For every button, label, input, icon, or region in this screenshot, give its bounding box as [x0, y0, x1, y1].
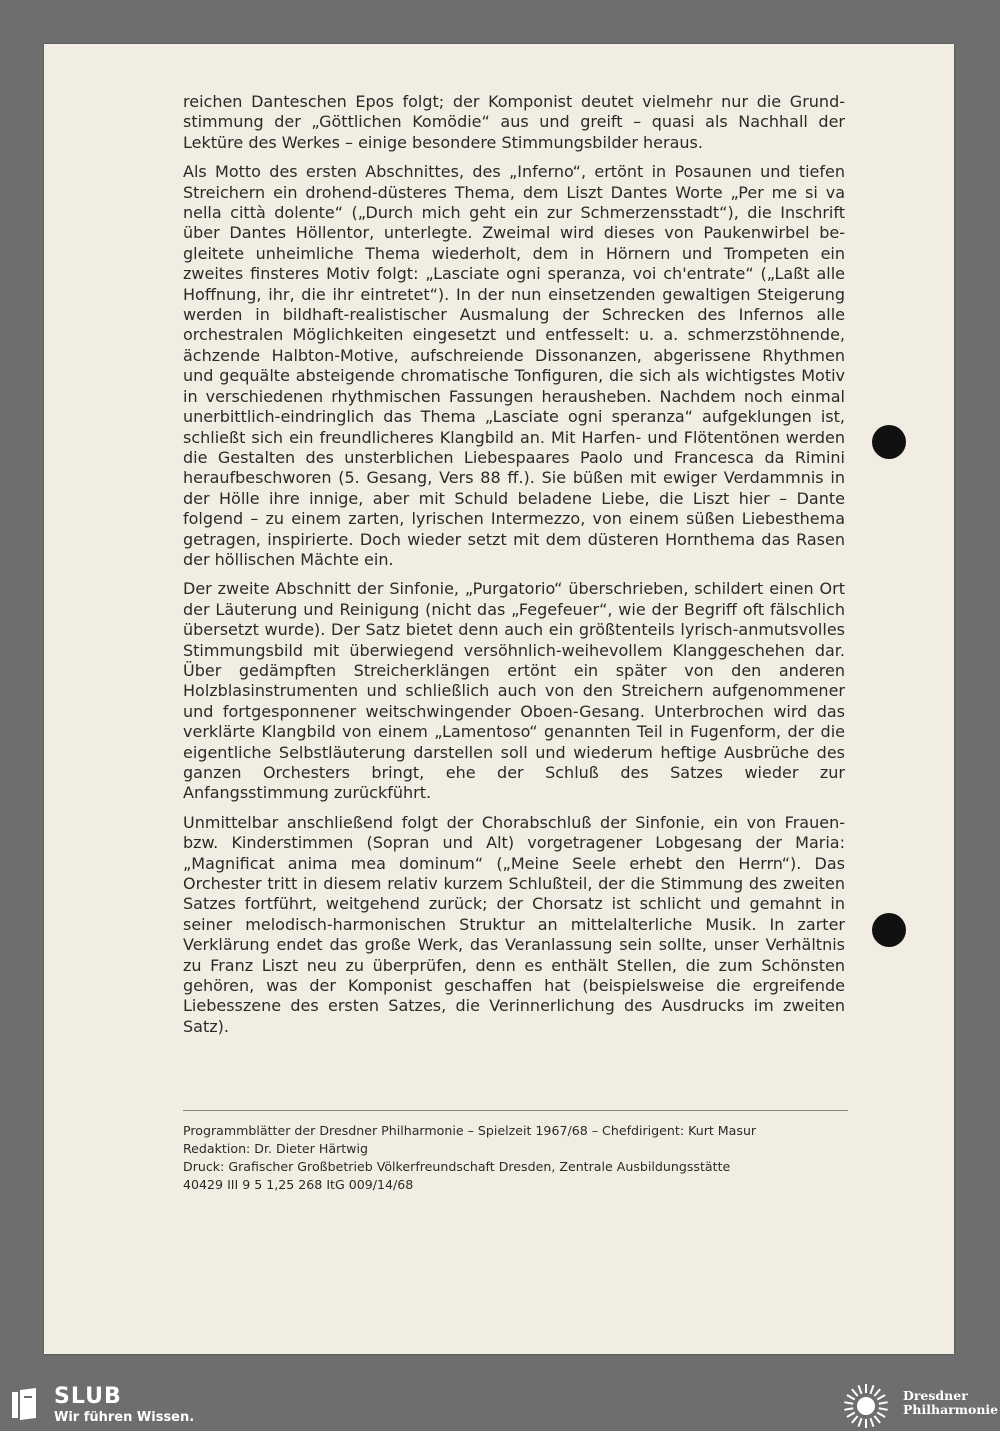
viewer-footer-bar: [0, 1380, 1000, 1431]
paragraph-intro: reichen Danteschen Epos folgt; der Komponist deutet vielmehr nur die Grundstimmung der „Göttlichen Komödie“ aus und greift – quasi als Nachhall der Lektüre des Werkes – einige besondere Stimmungsbilder heraus.: [183, 92, 845, 152]
partner-name[interactable]: [903, 1389, 998, 1417]
partner-name-line2: Philharmonie: [903, 1402, 999, 1417]
colophon-editor: Redaktion: Dr. Dieter Härtwig: [183, 1141, 368, 1156]
partner-name-line1: Dresdner: [903, 1388, 968, 1403]
slub-logo-icon: [12, 1388, 40, 1420]
paragraph-magnificat: Unmittelbar anschließend folgt der Chorabschluß der Sinfonie, ein von Frauen- bzw. Kinderstimmen (Sopran und Alt) vorgetragener Lobgesang der Maria: „Magnificat anima mea dominum“ („Meine Seele erhebt den Herrn“). Das Orchester tritt in diesem relativ kurzem Schlußteil, der die Stimmung des zweiten Satzes fortführt, weitgehend zurück; der Chorsatz ist schlicht und gemahnt in seiner melodisch-harmonischen Struktur an mittelalterliche Musik. In zarter Verklärung endet das große Werk, das Veranlassung sein sollte, unser Verhältnis zu Franz Liszt neu zu überprüfen, denn es enthält Stellen, die zum Schönsten gehören, was der Komponist geschaffen hat (beispielsweise die ergreifende Liebesszene des ersten Satzes, die Verinnerlichung des Ausdrucks im zweiten Satz).: [183, 812, 845, 1036]
colophon-publication: Programmblätter der Dresdner Philharmonie – Spielzeit 1967/68 – Chefdirigent: Kurt Masur: [183, 1123, 757, 1138]
footer-divider: [183, 1110, 848, 1111]
punch-hole-lower: [872, 913, 906, 947]
slub-tagline: Wir führen Wissen.: [54, 1410, 195, 1425]
colophon-printer: Druck: Grafischer Großbetrieb Völkerfreundschaft Dresden, Zentrale Ausbildungsstätte: [183, 1159, 731, 1174]
paragraph-purgatorio: Der zweite Abschnitt der Sinfonie, „Purgatorio“ überschrieben, schildert einen Ort der Läuterung und Reinigung (nicht das „Fegefeuer“, wie der Begriff oft fälschlich übersetzt wurde). Der Satz bietet denn auch ein größtenteils lyrisch-anmutsvolles Stimmungsbild mit überwiegend versöhnlich-weihevollem Klanggeschehen dar. Über gedämpften Streicherklängen ertönt ein später von den anderen Holzblasinstrumenten und schließlich auch von den Streichern aufgenommener und fortgesponnener weitschwingender Oboen-Gesang. Unterbrochen wird das verklärte Klangbild von einem „Lamentoso“ genannten Teil in Fugenform, der die eigentliche Selbstläuterung darstellen soll und wiederum heftige Ausbrüche des ganzen Orchesters bringt, ehe der Schluß des Satzes wieder zur Anfangsstimmung zurückführt.: [183, 579, 845, 803]
punch-hole-upper: [872, 425, 906, 459]
colophon: [183, 1122, 873, 1194]
body-text: [183, 92, 845, 1046]
paragraph-inferno: Als Motto des ersten Abschnittes, des „Inferno“, ertönt in Posaunen und tiefen Streichern ein drohend-düsteres Thema, dem Liszt Dantes Worte „Per me si va nella città dolente“ („Durch mich geht ein zur Schmerzensstadt“), die Inschrift über Dantes Höllentor, unterlegte. Zweimal wird dieses von Paukenwirbel begleitete unheimliche Thema wiederholt, dem in Hörnern und Trompeten ein zweites finsteres Motiv folgt: „Lasciate ogni speranza, voi ch'entrate“ („Laßt alle Hoffnung, ihr, die ihr eintretet“). In der nun einsetzenden gewaltigen Steigerung werden in bildhaft-realistischer Ausmalung der Schrecken des Infernos alle orchestralen Möglichkeiten eingesetzt und entfesselt: u. a. schmerzstöhnende, ächzende Halbton-Motive, aufschreiende Dissonanzen, abgerissene Rhythmen und gequälte absteigende chromatische Tonfiguren, die sich als wichtigstes Motiv in verschiedenen rhythmischen Fassungen herausheben. Nachdem noch einmal unerbittlich-eindringlich das Thema „Lasciate ogni speranza“ aufgeklungen ist, schließt sich ein freundlicheres Klangbild an. Mit Harfen- und Flötentönen werden die Gestalten des unsterblichen Liebespaares Paolo und Francesca da Rimini heraufbeschworen (5. Gesang, Vers 88 ff.). Sie büßen mit ewiger Verdammnis in der Hölle ihre innige, aber mit Schuld beladene Liebe, die Liszt hier – Dante folgend – zu einem zarten, lyrischen Intermezzo, von einem süßen Liebesthema getragen, inspirierte. Doch wieder setzt mit dem düsteren Hornthema das Rasen der höllischen Mächte ein.: [183, 162, 845, 569]
colophon-code: 40429 III 9 5 1,25 268 ItG 009/14/68: [183, 1177, 414, 1192]
slub-name[interactable]: SLUB: [54, 1384, 122, 1409]
philharmonie-logo-icon: [843, 1383, 889, 1429]
